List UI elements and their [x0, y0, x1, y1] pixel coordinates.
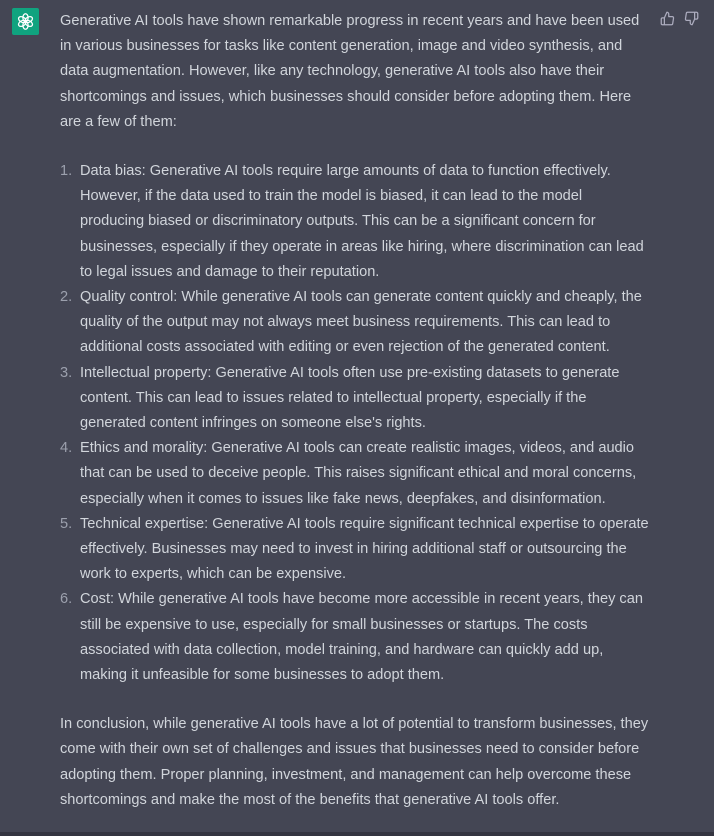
list-item-text: Technical expertise: Generative AI tools require significant technical expertise to operate effectively. Businesses may need to invest in hiring additional staff or outsourcing the work to experts, which can be expensive.: [80, 515, 649, 583]
list-item-text: Data bias: Generative AI tools require large amounts of data to function effectively. However, if the data used to train the model is biased, it can lead to the model producing biased or discriminatory outputs. This can be a significant concern for businesses, especially if they operate in areas like hiring, where discrimination can lead to legal issues and damage to their reputation.: [80, 163, 644, 280]
openai-logo-icon: [16, 12, 35, 31]
list-item-text: Intellectual property: Generative AI tools often use pre-existing datasets to generate content. This can lead to issues related to intellectual property, especially if the generated content infringes on someone else's rights.: [80, 364, 620, 432]
list-item-text: Quality control: While generative AI tools can generate content quickly and cheaply, the quality of the output may not always meet business requirements. This can lead to additional costs associated with editing or even rejection of the generated content.: [80, 289, 642, 356]
message-divider: [0, 832, 714, 836]
list-item: [60, 512, 650, 588]
feedback-controls: [659, 10, 699, 26]
list-item: [60, 436, 650, 512]
list-item: [60, 159, 650, 285]
list-number: 1.: [60, 163, 73, 180]
list-number: 4.: [60, 440, 73, 457]
list-number: 3.: [60, 364, 73, 381]
conclusion-paragraph: In conclusion, while generative AI tools have a lot of potential to transform businesses, they come with their own set of challenges and issues that businesses need to consider before adopting them. Proper planning, investment, and management can help overcome these shortcomings and make the most of the benefits that generative AI tools offer.: [60, 716, 649, 808]
list-item: [60, 587, 650, 688]
list-item: [60, 361, 650, 437]
list-item: [60, 285, 650, 361]
assistant-avatar: [12, 8, 39, 35]
list-item-text: Cost: While generative AI tools have become more accessible in recent years, they can still be expensive to use, especially for small businesses or startups. The costs associated with data collection, model training, and hardware can quickly add up, making it unfeasible for some businesses to adopt them.: [80, 591, 643, 684]
list-number: 5.: [60, 515, 73, 532]
thumbs-down-button[interactable]: [683, 10, 699, 26]
list-number: 6.: [60, 591, 73, 608]
intro-paragraph: Generative AI tools have shown remarkable progress in recent years and have been used in various businesses for tasks like content generation, image and video synthesis, and data augmentation. However, like any technology, generative AI tools also have their shortcomings and issues, which businesses should consider before adopting them. Here are a few of them:: [60, 13, 640, 130]
thumbs-up-icon: [660, 11, 675, 26]
message-content: [60, 9, 650, 813]
list-number: 2.: [60, 289, 73, 306]
thumbs-down-icon: [684, 11, 699, 26]
list-item-text: Ethics and morality: Generative AI tools can create realistic images, videos, and audio that can be used to deceive people. This raises significant ethical and moral concerns, especially when it comes to issues like fake news, deepfakes, and disinformation.: [80, 440, 637, 507]
thumbs-up-button[interactable]: [659, 10, 675, 26]
issues-list: [60, 159, 650, 688]
